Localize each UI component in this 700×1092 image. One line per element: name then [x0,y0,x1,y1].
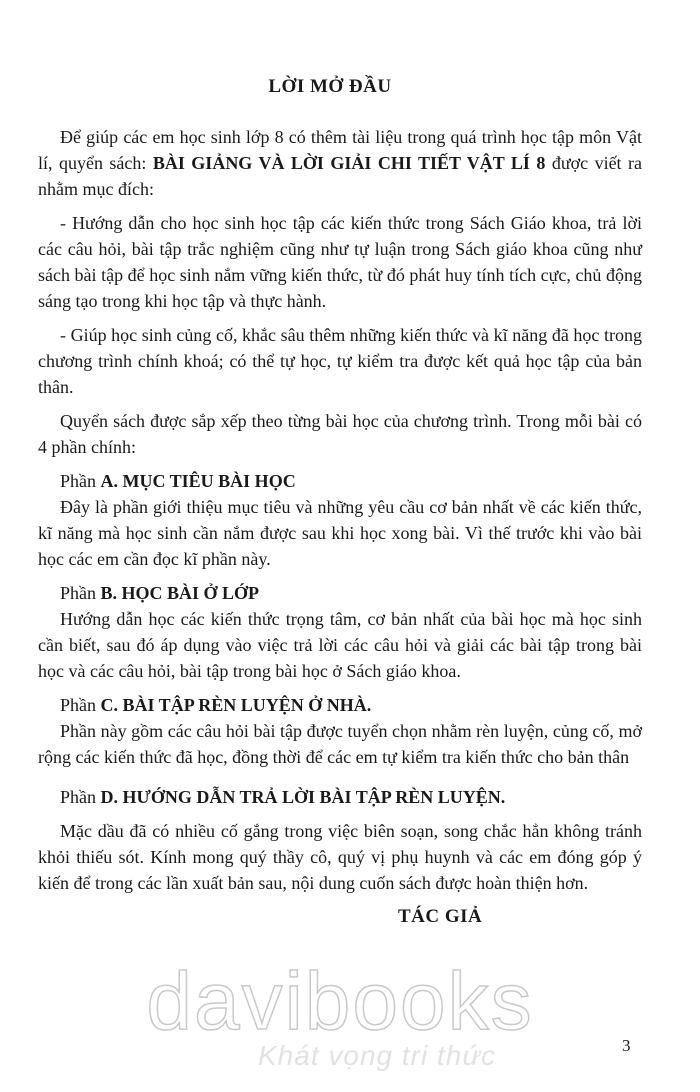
section-d-heading: Phần D. HƯỚNG DẪN TRẢ LỜI BÀI TẬP RÈN LUYỆN. [60,787,506,807]
purpose-paragraph: - Giúp học sinh củng cố, khắc sâu thêm những kiến thức và kĩ năng đã học trong chương trình chính khoá; có thể tự học, tự kiểm tra được kết quả học tập của bản thân. [38,325,642,397]
page-number: 3 [622,1036,631,1055]
section-a-heading: Phần A. MỤC TIÊU BÀI HỌC [60,471,296,491]
section-b-heading: Phần B. HỌC BÀI Ở LỚP [60,583,260,603]
section-c-heading: Phần C. BÀI TẬP RÈN LUYỆN Ở NHÀ. [60,695,372,715]
watermark-tagline: Khát vọng tri thức [258,1040,497,1071]
purpose-paragraph: - Hướng dẫn cho học sinh học tập các kiến thức trong Sách Giáo khoa, trả lời các câu hỏi, bài tập trắc nghiệm cũng như tự luận trong Sách giáo khoa cũng như sách bài tập để học sinh nắm vững kiến thức, từ đó phát huy tính tích cực, chủ động sáng tạo trong khi học tập và thực hành. [38,213,642,311]
closing-paragraph: Mặc dầu đã có nhiều cố gắng trong việc biên soạn, song chắc hẳn không tránh khỏi thiếu sót. Kính mong quý thầy cô, quý vị phụ huynh và các em đóng góp ý kiến để trong các lần xuất bản sau, nội dung cuốn sách được hoàn thiện hơn. [38,821,642,893]
section-c-description: Phần này gồm các câu hỏi bài tập được tuyển chọn nhằm rèn luyện, củng cố, mở rộng các kiến thức đã học, đồng thời để các em tự kiểm tra kiến thức cho bản thân [38,721,642,767]
preface-body [38,124,642,896]
intro-text: Để giúp các em học sinh lớp 8 có thêm tài liệu trong quá trình học tập môn Vật lí, quyển sách: [38,127,642,173]
intro-text-end: được viết ra nhằm mục đích: [38,153,642,199]
intro-paragraph [38,124,642,202]
author-signature: TÁC GIẢ [398,906,483,927]
watermark-brand: davibooks [146,956,534,1047]
section-b-description: Hướng dẫn học các kiến thức trọng tâm, cơ bản nhất của bài học mà học sinh cần biết, sau đó áp dụng vào việc trả lời các câu hỏi và giải các bài tập trong bài học và các câu hỏi, bài tập trong bài học ở Sách giáo khoa. [38,609,642,681]
structure-intro: Quyển sách được sắp xếp theo từng bài học của chương trình. Trong mỗi bài có 4 phần chính: [38,411,642,457]
section-a-description: Đây là phần giới thiệu mục tiêu và những yêu cầu cơ bản nhất về các kiến thức, kĩ năng mà học sinh cần nắm được sau khi học xong bài. Vì thế trước khi vào bài học các em cần đọc kĩ phần này. [38,497,642,569]
page-title: LỜI MỞ ĐẦU [268,76,392,97]
book-title: BÀI GIẢNG VÀ LỜI GIẢI CHI TIẾT VẬT LÍ 8 [152,153,546,173]
